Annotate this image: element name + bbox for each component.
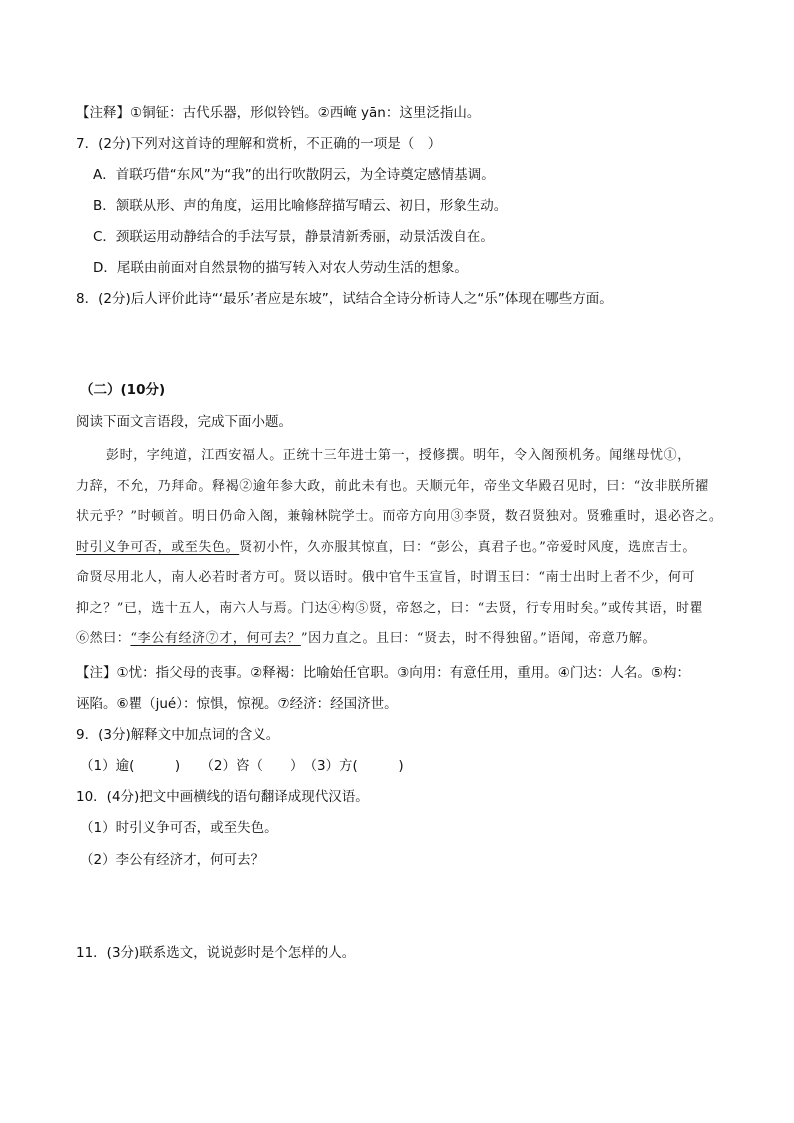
passage-line — [76, 624, 724, 655]
question-9-stem: 9．(3分)解释文中加点词的含义。 — [76, 727, 280, 743]
passage-text: 贤初小忤，久亦服其惊直，曰：“彭公，真君子也。”帝爱时风度，选庶吉士。 — [239, 539, 696, 555]
question-10-sentence-1: （1）时引义争可否，或至失色。 — [80, 820, 278, 836]
classical-passage — [76, 441, 724, 655]
question-9-blanks: （1）逾( ) （2）咨（ ） （3）方( ) — [80, 758, 404, 774]
question-8: 8．(2分)后人评价此诗“‘最乐’者应是东坡”，试结合全诗分析诗人之“乐”体现在哪些方面。 — [76, 291, 613, 307]
question-11: 11．(3分)联系选文，说说彭时是个怎样的人。 — [76, 945, 356, 961]
question-10-stem: 10．(4分)把文中画横线的语句翻译成现代汉语。 — [76, 789, 369, 805]
underlined-sentence-2: “李公有经济⑦才，何可去？ — [130, 631, 301, 646]
question-7-option-b: B．颔联从形、声的角度，运用比喻修辞描写晴云、初日，形象生动。 — [93, 198, 508, 214]
passage-line: 命贤尽用北人，南人必若时者方可。贤以语时。俄中官牛玉宣旨，时谓玉曰：“南士出时上者不少，何可 — [76, 570, 696, 585]
section-2-heading: （二）(10分) — [80, 382, 166, 398]
passage-line — [76, 533, 724, 564]
question-10-sentence-2: （2）李公有经济才，何可去？ — [80, 852, 265, 868]
note-1: 【注释】①铜钲：古代乐器，形似铃铛。②西崦 yān：这里泛指山。 — [76, 105, 481, 121]
question-7-option-a: A．首联巧借“东风”为“我”的出行吹散阴云，为全诗奠定感情基调。 — [93, 167, 495, 183]
question-7-option-d: D．尾联由前面对自然景物的描写转入对农人劳动生活的想象。 — [93, 260, 468, 276]
question-7-stem: 7．(2分)下列对这首诗的理解和赏析，不正确的一项是（ ） — [76, 136, 442, 152]
passage-line: 彭时，字纯道，江西安福人。正统十三年进士第一，授修撰。明年，令入阁预机务。闻继母忧①， — [106, 448, 691, 463]
question-7-option-c: C．颈联运用动静结合的手法写景，静景清新秀丽，动景活泼自在。 — [93, 229, 494, 245]
note-2-line-2: 诬陷。⑥瞿（jué）：惊惧，惊视。⑦经济：经国济世。 — [76, 696, 398, 712]
passage-text: ⑥然曰： — [76, 631, 131, 646]
passage-text: ”因力直之。且曰：“贤去，时不得独留。”语闻，帝意乃解。 — [300, 631, 657, 646]
passage-line: 力辞，不允，乃拜命。释褐②逾年参大政，前此未有也。天顺元年，帝坐文华殿召见时，曰：“汝非朕所擢 — [76, 478, 709, 494]
section-2-intro: 阅读下面文言语段，完成下面小题。 — [76, 414, 292, 430]
passage-line: 抑之？”已，选十五人，南六人与焉。门达④构⑤贤，帝怒之，曰：“去贤，行专用时矣。”或传其语，时瞿 — [76, 600, 704, 616]
underlined-sentence-1: 时引义争可否，或至失色。 — [76, 539, 240, 555]
note-2-line-1: 【注】①忧：指父母的丧事。②释褐：比喻始任官职。③向用：有意任用，重用。④门达：人名。⑤构： — [76, 665, 691, 681]
passage-line: 状元乎？”时顿首。明日仍命入阁，兼翰林院学士。而帝方向用③李贤，数召贤独对。贤雅重时，退必咨之。 — [76, 509, 723, 524]
